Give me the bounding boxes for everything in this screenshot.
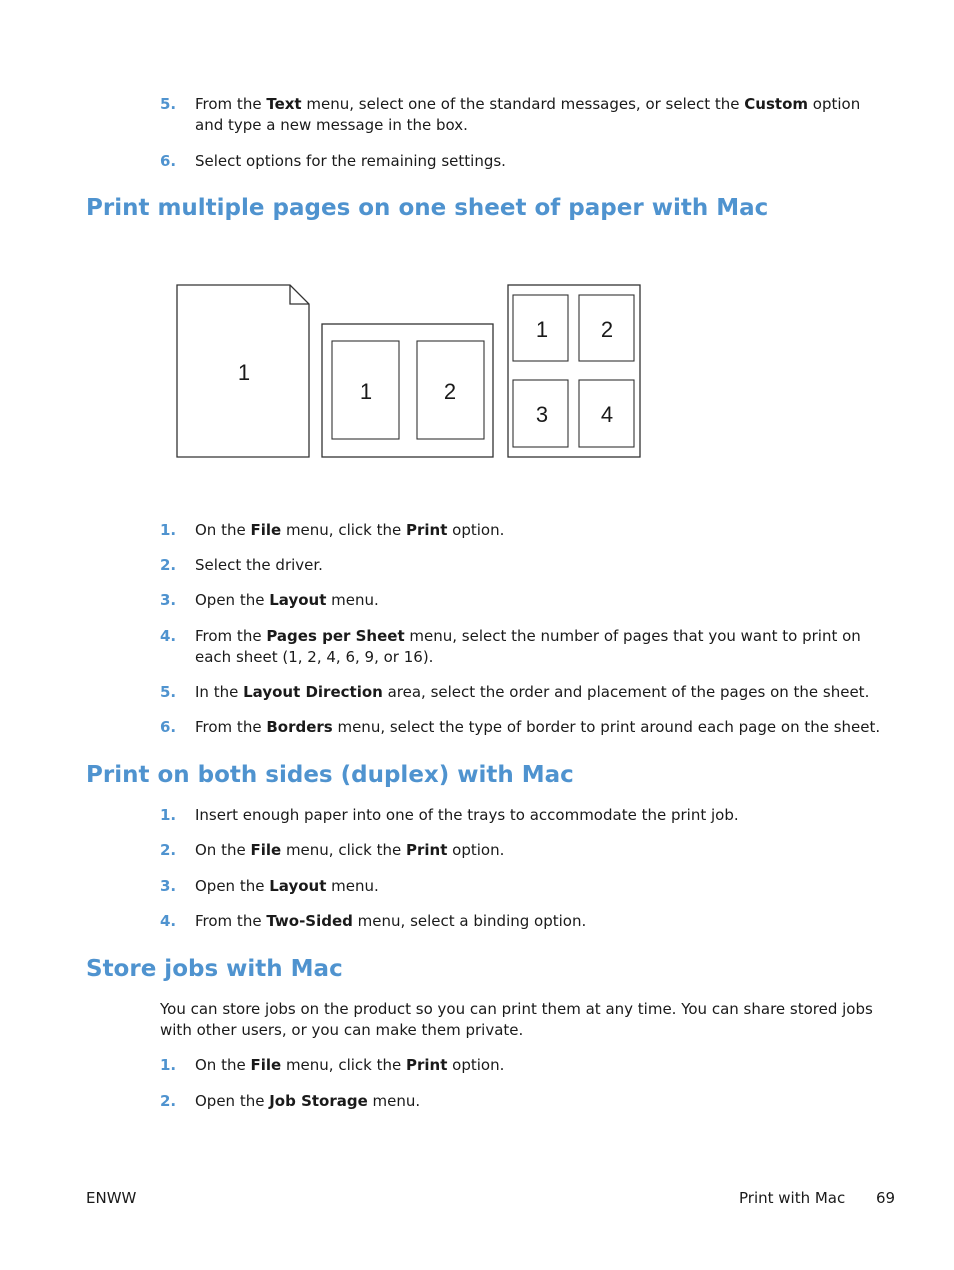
pages-per-sheet-illustration — [170, 280, 650, 465]
step-number: 5. — [160, 95, 177, 113]
step-text: From the Two-Sided menu, select a binding option. — [195, 912, 587, 930]
list-item — [160, 520, 890, 541]
list-item — [160, 805, 890, 826]
list-item — [160, 626, 890, 668]
list-item — [160, 1055, 890, 1076]
pages-per-sheet-figure — [170, 280, 650, 465]
page-number-label: 1 — [535, 317, 549, 342]
page-number-label: 2 — [443, 379, 457, 404]
two-up-sheet — [322, 324, 493, 457]
step-number: 1. — [160, 521, 177, 539]
step-text: Select options for the remaining settings. — [195, 152, 506, 170]
step-text: In the Layout Direction area, select the order and placement of the pages on the sheet. — [195, 683, 870, 701]
step-number: 3. — [160, 591, 177, 609]
list-item — [160, 682, 890, 703]
footer-doc-code: ENWW — [86, 1189, 137, 1207]
step-number: 2. — [160, 841, 177, 859]
step-text: Open the Layout menu. — [195, 877, 379, 895]
step-number: 5. — [160, 683, 177, 701]
step-text: On the File menu, click the Print option. — [195, 521, 505, 539]
list-item — [160, 840, 890, 861]
step-number: 4. — [160, 627, 177, 645]
list-item — [160, 151, 890, 172]
page-number-label: 1 — [359, 379, 373, 404]
step-number: 6. — [160, 152, 177, 170]
four-up-sheet — [508, 285, 640, 457]
section-intro-paragraph: You can store jobs on the product so you can print them at any time. You can share stored jobs with other users, or you can make them private. — [160, 1000, 873, 1039]
step-text: From the Borders menu, select the type of border to print around each page on the sheet. — [195, 718, 881, 736]
section-heading-multiple-pages: Print multiple pages on one sheet of paper with Mac — [86, 195, 769, 221]
step-text: Open the Layout menu. — [195, 591, 379, 609]
step-text: Insert enough paper into one of the trays to accommodate the print job. — [195, 806, 739, 824]
step-text: On the File menu, click the Print option. — [195, 1056, 505, 1074]
list-item — [160, 590, 890, 611]
list-item — [160, 94, 890, 136]
step-number: 2. — [160, 556, 177, 574]
step-number: 1. — [160, 806, 177, 824]
list-item — [160, 911, 890, 932]
single-page-sheet — [177, 285, 309, 457]
step-text: From the Text menu, select one of the standard messages, or select the Custom option and type a new message in the box. — [195, 95, 861, 134]
list-item — [160, 1091, 890, 1112]
step-text: Select the driver. — [195, 556, 323, 574]
list-item — [160, 876, 890, 897]
section-heading-store-jobs: Store jobs with Mac — [86, 956, 343, 982]
page-number-label: 3 — [535, 402, 549, 427]
list-item — [160, 717, 890, 738]
page-number-label: 1 — [237, 360, 251, 385]
footer-section-title: Print with Mac — [739, 1189, 846, 1207]
step-number: 4. — [160, 912, 177, 930]
step-text: Open the Job Storage menu. — [195, 1092, 421, 1110]
step-number: 2. — [160, 1092, 177, 1110]
list-item — [160, 555, 890, 576]
step-number: 1. — [160, 1056, 177, 1074]
step-number: 6. — [160, 718, 177, 736]
step-number: 3. — [160, 877, 177, 895]
page-number-label: 2 — [600, 317, 614, 342]
page-number-label: 4 — [600, 402, 614, 427]
footer-page-number: 69 — [876, 1189, 896, 1207]
section-heading-duplex: Print on both sides (duplex) with Mac — [86, 762, 574, 788]
step-text: On the File menu, click the Print option. — [195, 841, 505, 859]
step-text: From the Pages per Sheet menu, select the number of pages that you want to print on each sheet (1, 2, 4, 6, 9, or 16). — [195, 627, 861, 666]
